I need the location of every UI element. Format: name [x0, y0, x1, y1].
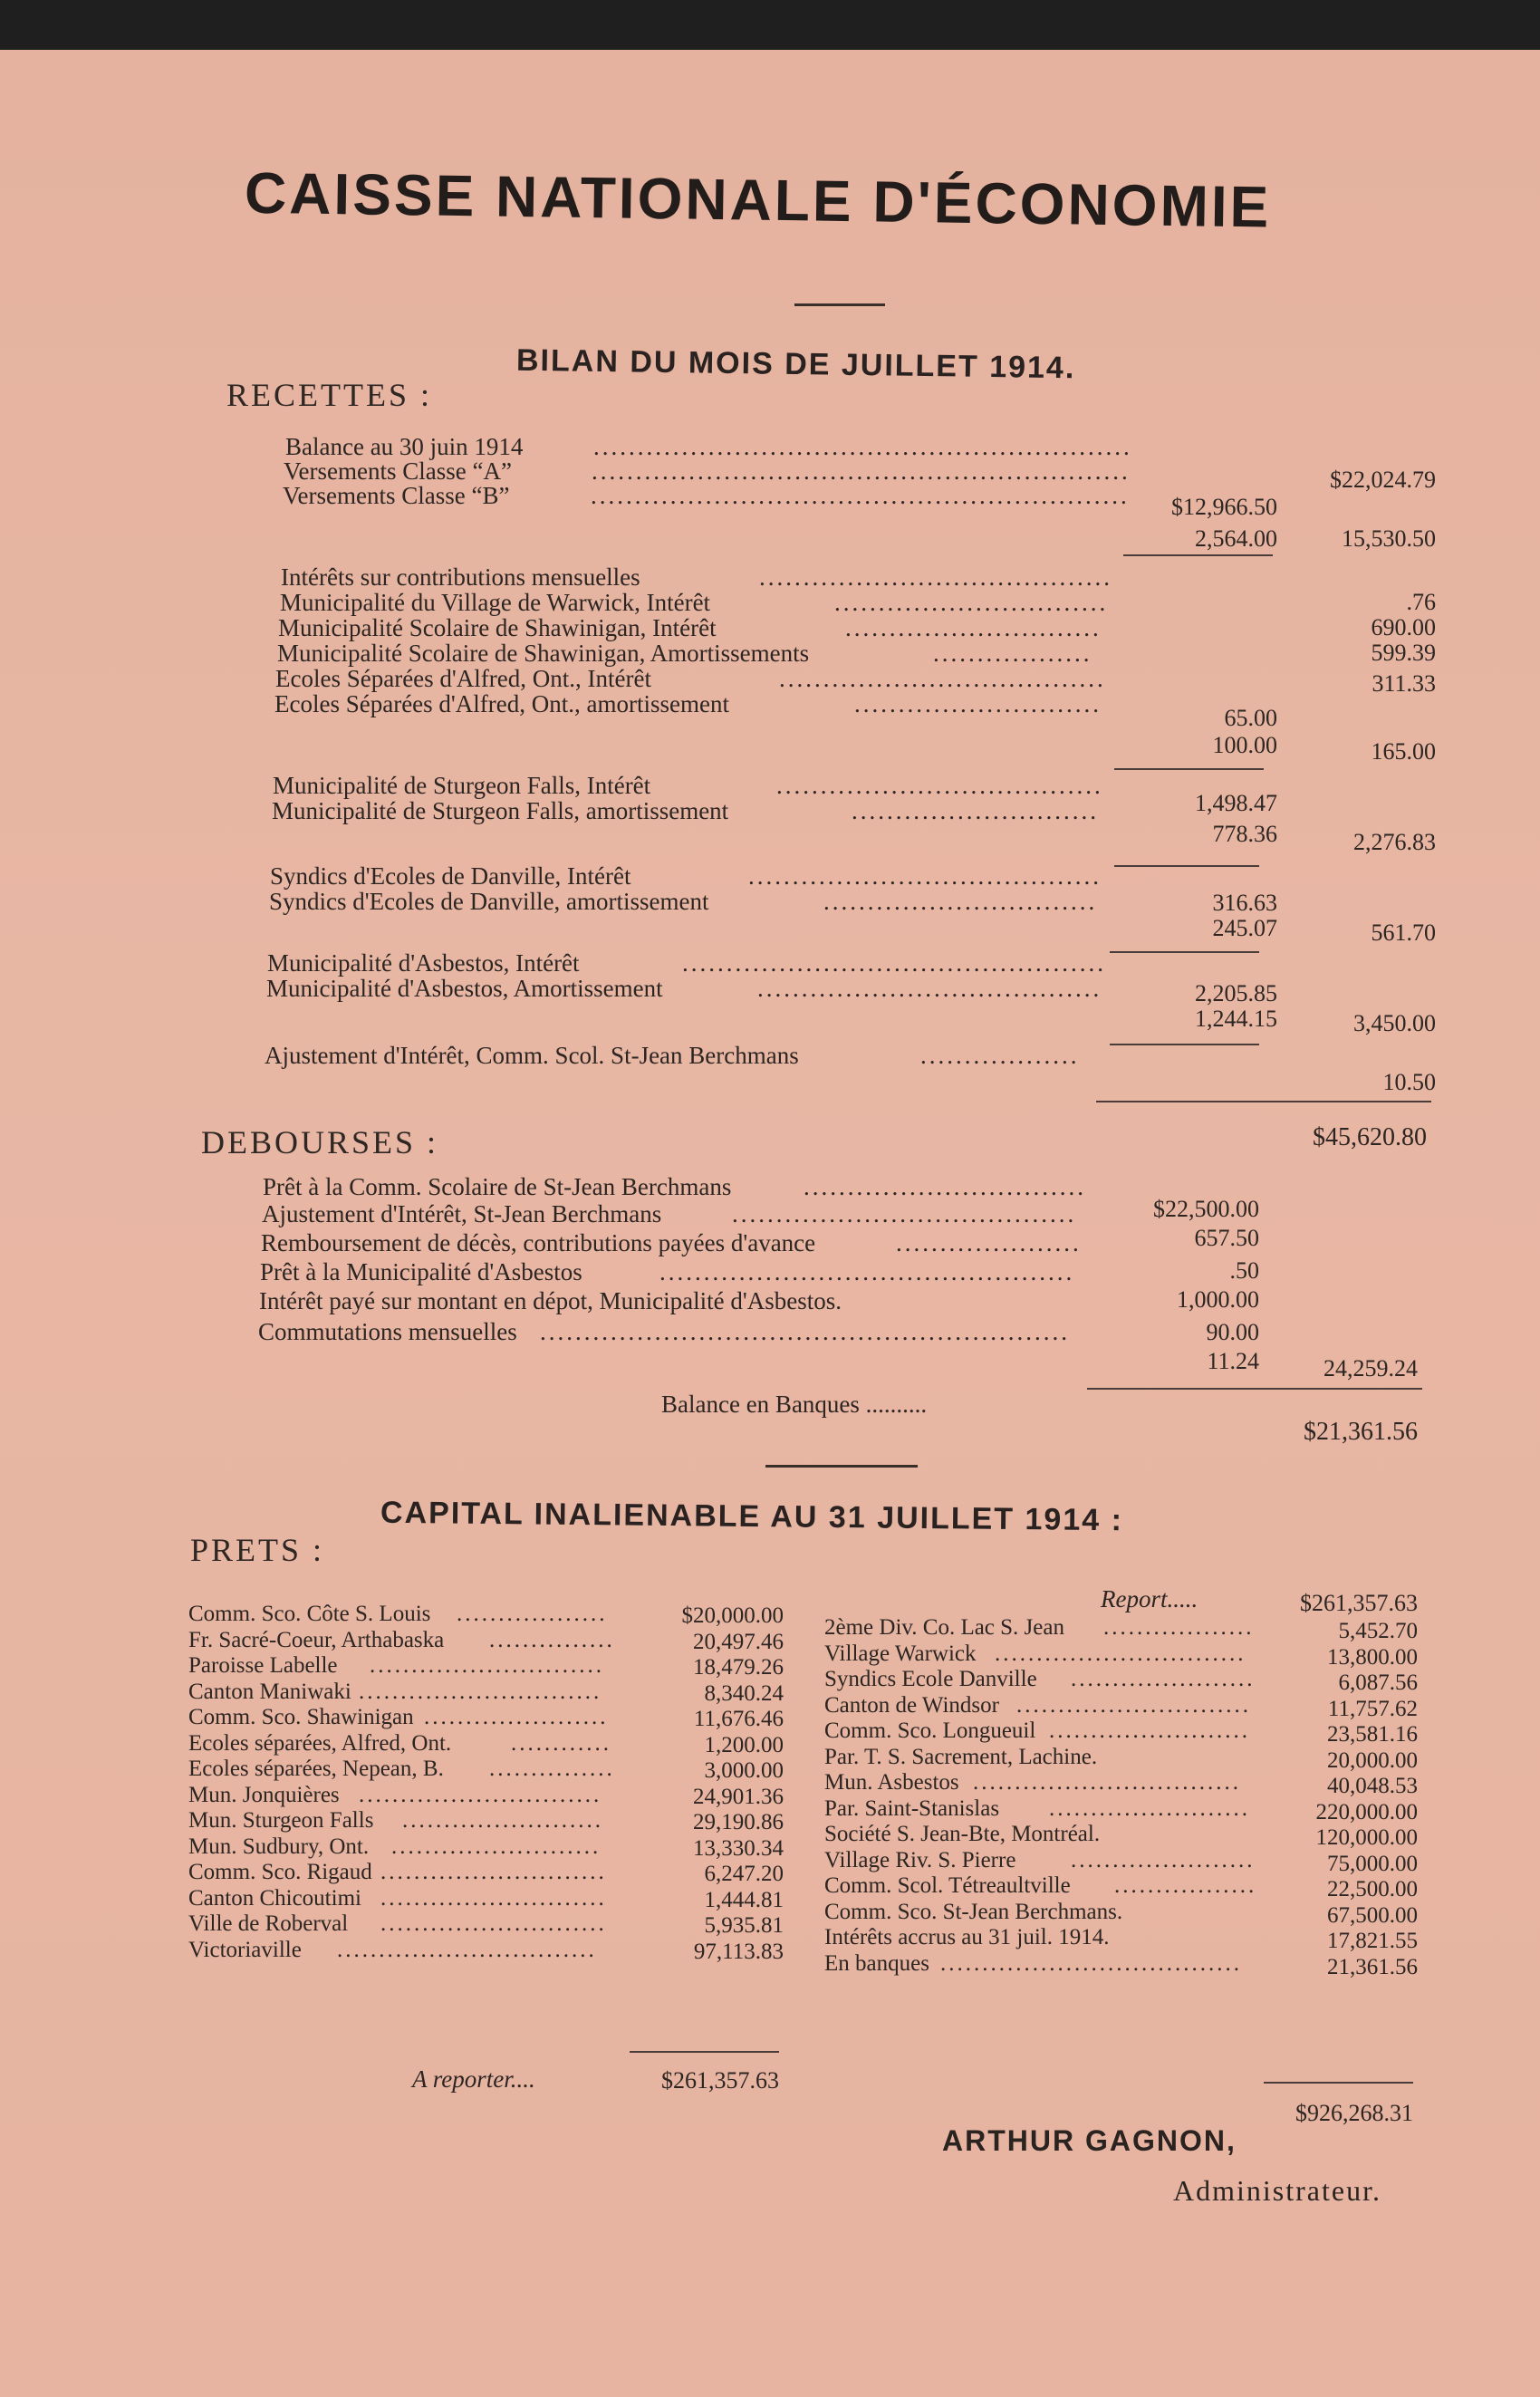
balance-row — [661, 1391, 927, 1419]
prets-left-label: Canton Chicoutimi — [188, 1885, 361, 1911]
leader-dots: ........................... — [380, 1860, 607, 1884]
prets-right-label: 2ème Div. Co. Lac S. Jean — [824, 1615, 1064, 1640]
a-reporter-label: A reporter — [412, 2065, 511, 2093]
leader-dots: ................................................ — [682, 949, 1106, 977]
leader-dots: ...................... — [424, 1705, 609, 1729]
report-label: Report — [1101, 1585, 1168, 1612]
leader-dots: ....................................... — [757, 975, 1102, 1002]
leader-dots: .................. — [933, 640, 1092, 667]
balance-dots: .......... — [859, 1391, 928, 1418]
recettes-amount-col3: 2,276.83 — [1353, 829, 1436, 855]
recettes-row-label: Versements Classe “B” — [283, 482, 510, 509]
title-divider — [794, 303, 885, 306]
recettes-amount-col2: 65.00 — [1224, 705, 1277, 731]
grand-total: $926,268.31 — [1295, 2100, 1413, 2126]
leader-dots: .................................... — [940, 1950, 1242, 1976]
prets-left-label: Mun. Sturgeon Falls — [188, 1808, 374, 1833]
recettes-amount-col3: 690.00 — [1371, 614, 1436, 640]
leader-dots: ............................. — [845, 614, 1102, 641]
recettes-amount-col3: 599.39 — [1371, 640, 1436, 666]
recettes-row-label: Syndics d'Ecoles de Danville, amortissement — [269, 888, 709, 915]
leader-dots: ........................ — [402, 1808, 603, 1833]
debourses-row-label: Intérêt payé sur montant en dépot, Municipalité d'Asbestos. — [259, 1287, 842, 1314]
recettes-amount-col2: 2,205.85 — [1195, 980, 1277, 1006]
prets-left-label: Paroisse Labelle — [188, 1653, 338, 1678]
prets-left-label: Ecoles séparées, Alfred, Ont. — [188, 1730, 452, 1756]
debourses-amount-col2: 657.50 — [1194, 1225, 1259, 1251]
leader-dots: ............................. — [359, 1782, 602, 1807]
debourses-row-label: Commutations mensuelles — [258, 1318, 517, 1345]
prets-right-value: 120,000.00 — [1315, 1825, 1418, 1850]
recettes-amount-col3: 311.33 — [1372, 670, 1436, 697]
recettes-row-label: Intérêts sur contributions mensuelles — [281, 563, 640, 591]
section-divider — [765, 1465, 918, 1468]
prets-right-value: 75,000.00 — [1327, 1851, 1418, 1876]
leader-dots: ............................... — [823, 888, 1098, 915]
recettes-amount-col3: .76 — [1406, 589, 1436, 615]
recettes-row-label: Municipalité Scolaire de Shawinigan, Amortissements — [277, 640, 810, 667]
prets-right-label: Par. Saint-Stanislas — [824, 1795, 1000, 1821]
leader-dots: ..................... — [896, 1229, 1082, 1256]
prets-right-label: Comm. Sco. Longueuil — [824, 1718, 1036, 1743]
recettes-amount-col2: 1,498.47 — [1195, 790, 1277, 816]
prets-left-label: Ecoles séparées, Nepean, B. — [188, 1757, 444, 1781]
leader-dots: ........................ — [1049, 1795, 1250, 1821]
leader-dots: .................. — [457, 1602, 608, 1626]
total-rule — [1264, 2082, 1413, 2084]
debourses-amount-col2: 11.24 — [1207, 1348, 1259, 1374]
prets-right-label: Canton de Windsor — [824, 1692, 999, 1718]
recettes-amount-col2: 245.07 — [1212, 915, 1277, 941]
leader-dots: ........................................ — [759, 563, 1112, 591]
leader-dots: ........................ — [1049, 1718, 1250, 1743]
debourses-label: DEBOURSES : — [201, 1124, 439, 1160]
leader-dots: ............... — [489, 1627, 615, 1652]
recettes-row-label: Syndics d'Ecoles de Danville, Intérêt — [270, 862, 631, 890]
leader-dots: ........................... — [380, 1885, 607, 1911]
total-rule — [1110, 1044, 1259, 1045]
recettes-row-label: Municipalité d'Asbestos, Intérêt — [267, 949, 580, 977]
recettes-amount-col2: $12,966.50 — [1171, 494, 1277, 520]
prets-right-label: Syndics Ecole Danville — [824, 1667, 1037, 1691]
prets-left-label: Ville de Roberval — [188, 1911, 349, 1936]
prets-left-label: Comm. Sco. Shawinigan — [188, 1705, 414, 1729]
recettes-amount-col3: 15,530.50 — [1342, 525, 1436, 552]
prets-left-value: 13,330.34 — [693, 1835, 784, 1861]
leader-dots: ............................................................. — [591, 482, 1130, 509]
recettes-row-label: Municipalité d'Asbestos, Amortissement — [266, 975, 663, 1002]
leader-dots: ............................ — [852, 797, 1099, 824]
leader-dots: .................. — [920, 1042, 1080, 1069]
total-rule — [1087, 1388, 1422, 1390]
recettes-amount-col3: 165.00 — [1371, 738, 1436, 765]
prets-left-value: $20,000.00 — [681, 1603, 784, 1628]
leader-dots: .............................. — [995, 1641, 1246, 1666]
recettes-amount-col3: 3,450.00 — [1353, 1010, 1436, 1036]
leader-dots: ................................ — [973, 1770, 1241, 1795]
prets-right-label: Comm. Scol. Tétreaultville — [824, 1873, 1071, 1898]
leader-dots: ................................ — [804, 1173, 1086, 1200]
recettes-amount-col2: 2,564.00 — [1195, 525, 1277, 552]
prets-left-value: 18,479.26 — [693, 1655, 784, 1680]
prets-left-value: 1,444.81 — [704, 1887, 784, 1912]
leader-dots: ............................ — [1016, 1692, 1251, 1718]
total-rule — [1114, 865, 1259, 867]
report-row — [1101, 1585, 1198, 1613]
leader-dots: ....................................... — [732, 1200, 1077, 1227]
a-reporter-value: $261,357.63 — [661, 2067, 779, 2094]
prets-right-value: 20,000.00 — [1327, 1747, 1418, 1773]
recettes-amount-col2: 778.36 — [1212, 821, 1277, 847]
debourses-amount-col3: 24,259.24 — [1323, 1355, 1418, 1381]
prets-left-label: Canton Maniwaki — [188, 1679, 351, 1704]
recettes-row-label: Municipalité du Village de Warwick, Intérêt — [280, 589, 711, 616]
debourses-amount-col2: 1,000.00 — [1177, 1286, 1259, 1313]
prets-right-value: 5,452.70 — [1338, 1619, 1418, 1643]
debourses-row-label: Prêt à la Municipalité d'Asbestos — [260, 1258, 582, 1285]
recettes-row-label: Versements Classe “A” — [284, 457, 512, 485]
prets-left-label: Victoriaville — [188, 1937, 302, 1962]
prets-right-value: 23,581.16 — [1327, 1722, 1418, 1747]
debourses-amount-col2: $22,500.00 — [1153, 1196, 1259, 1222]
prets-right-label: Mun. Asbestos — [824, 1770, 959, 1795]
page-title: CAISSE NATIONALE D'ÉCONOMIE — [244, 159, 1272, 240]
recettes-row-label: Municipalité de Sturgeon Falls, amortissement — [272, 797, 729, 824]
leader-dots: ...................... — [1071, 1847, 1256, 1872]
prets-right-label: Société S. Jean-Bte, Montréal. — [824, 1822, 1101, 1846]
balance-value: $21,361.56 — [1304, 1418, 1418, 1446]
prets-right-label: Village Warwick — [824, 1641, 977, 1666]
prets-left-label: Mun. Jonquières — [188, 1782, 340, 1807]
leader-dots: ............................................................ — [540, 1318, 1070, 1345]
signature-role: Administrateur. — [1173, 2174, 1381, 2207]
capital-heading: CAPITAL INALIENABLE AU 31 JUILLET 1914 : — [380, 1495, 1124, 1538]
debourses-amount-col2: 90.00 — [1206, 1319, 1259, 1345]
recettes-amount-col2: 316.63 — [1212, 890, 1277, 916]
recettes-total: $45,620.80 — [1313, 1123, 1427, 1151]
prets-right-label: Comm. Sco. St-Jean Berchmans. — [824, 1899, 1123, 1924]
prets-right-value: 13,800.00 — [1327, 1644, 1418, 1670]
leader-dots: ............................ — [370, 1653, 604, 1678]
prets-left-value: 8,340.24 — [704, 1680, 784, 1706]
leader-dots: ............................................................. — [592, 457, 1131, 485]
leader-dots: ...................... — [1071, 1667, 1256, 1691]
prets-label: PRETS : — [190, 1532, 325, 1568]
prets-right-value: 40,048.53 — [1327, 1774, 1418, 1798]
debourses-row-label: Ajustement d'Intérêt, St-Jean Berchmans — [262, 1200, 662, 1227]
recettes-amount-col2: 1,244.15 — [1195, 1006, 1277, 1032]
prets-left-value: 24,901.36 — [693, 1784, 784, 1809]
prets-right-value: 6,087.56 — [1338, 1670, 1418, 1695]
leader-dots: ........................... — [380, 1911, 607, 1936]
recettes-amount-col2: 100.00 — [1212, 732, 1277, 758]
total-rule — [1114, 768, 1264, 770]
recettes-row-label: Ecoles Séparées d'Alfred, Ont., amortissement — [274, 690, 729, 717]
leader-dots: ............................ — [854, 690, 1102, 717]
debourses-row-label: Remboursement de décès, contributions payées d'avance — [261, 1229, 816, 1256]
total-rule — [1123, 554, 1273, 556]
prets-left-value: 11,676.46 — [693, 1707, 784, 1731]
prets-left-value: 29,190.86 — [693, 1810, 784, 1834]
prets-left-value: 97,113.83 — [693, 1939, 784, 1964]
debourses-row-label: Prêt à la Comm. Scolaire de St-Jean Berchmans — [263, 1173, 732, 1200]
leader-dots: ............................................... — [659, 1258, 1075, 1285]
prets-right-label: Par. T. S. Sacrement, Lachine. — [824, 1744, 1098, 1769]
leader-dots: ..................................... — [779, 665, 1106, 692]
prets-right-value: 11,757.62 — [1327, 1696, 1418, 1721]
prets-left-value: 1,200.00 — [704, 1732, 784, 1757]
prets-left-value: 6,247.20 — [704, 1862, 784, 1886]
recettes-row-label: Balance au 30 juin 1914 — [285, 433, 524, 460]
report-dots: ..... — [1167, 1585, 1198, 1612]
prets-left-label: Comm. Sco. Côte S. Louis — [188, 1602, 431, 1626]
prets-left-label: Comm. Sco. Rigaud — [188, 1860, 372, 1884]
prets-right-value: 17,821.55 — [1327, 1929, 1418, 1953]
recettes-row-label: Municipalité Scolaire de Shawinigan, Intérêt — [278, 614, 717, 641]
prets-right-label: Intérêts accrus au 31 juil. 1914. — [824, 1925, 1110, 1949]
leader-dots: ......................... — [391, 1834, 602, 1859]
recettes-amount-col3: 561.70 — [1371, 919, 1436, 946]
debourses-amount-col2: .50 — [1229, 1257, 1259, 1284]
signature-name: ARTHUR GAGNON, — [942, 2124, 1237, 2157]
prets-right-label: Village Riv. S. Pierre — [824, 1847, 1016, 1872]
report-value: $261,357.63 — [1300, 1590, 1418, 1616]
prets-left-value: 5,935.81 — [704, 1913, 784, 1938]
prets-left-label: Fr. Sacré-Coeur, Arthabaska — [188, 1627, 445, 1652]
scan-top-border — [0, 0, 1540, 53]
recettes-label: RECETTES : — [226, 377, 432, 413]
prets-right-value: 22,500.00 — [1327, 1877, 1418, 1901]
bilan-heading: BILAN DU MOIS DE JUILLET 1914. — [515, 342, 1076, 386]
balance-label: Balance en Banques — [661, 1391, 860, 1418]
total-rule — [1096, 1101, 1431, 1102]
prets-left-value: 3,000.00 — [704, 1758, 784, 1783]
prets-right-label: En banques — [824, 1950, 929, 1976]
leader-dots: ............ — [511, 1730, 611, 1756]
prets-left-label: Mun. Sudbury, Ont. — [188, 1834, 370, 1859]
prets-right-value: 220,000.00 — [1315, 1799, 1418, 1824]
recettes-amount-col3: 10.50 — [1382, 1069, 1436, 1095]
total-rule — [1110, 951, 1259, 953]
prets-right-value: 21,361.56 — [1327, 1954, 1418, 1979]
leader-dots: ............................... — [834, 589, 1109, 616]
leader-dots: ............... — [489, 1757, 615, 1781]
leader-dots: ................. — [1114, 1873, 1257, 1898]
recettes-row-label: Ajustement d'Intérêt, Comm. Scol. St-Jean Berchmans — [265, 1042, 799, 1069]
total-rule — [630, 2051, 779, 2053]
prets-left-value: 20,497.46 — [693, 1629, 784, 1654]
leader-dots: ............................... — [337, 1937, 597, 1962]
leader-dots: .................. — [1103, 1615, 1255, 1640]
prets-right-value: 67,500.00 — [1327, 1902, 1418, 1928]
recettes-row-label: Ecoles Séparées d'Alfred, Ont., Intérêt — [275, 665, 651, 692]
a-reporter-row — [412, 2065, 535, 2094]
leader-dots: ............................. — [359, 1679, 602, 1704]
leader-dots: ........................................ — [748, 862, 1102, 890]
recettes-row-label: Municipalité de Sturgeon Falls, Intérêt — [273, 772, 651, 799]
recettes-amount-col3: $22,024.79 — [1330, 467, 1436, 493]
leader-dots: ............................................................. — [593, 433, 1132, 460]
a-reporter-dots: .... — [510, 2065, 535, 2093]
leader-dots: ..................................... — [776, 772, 1103, 799]
